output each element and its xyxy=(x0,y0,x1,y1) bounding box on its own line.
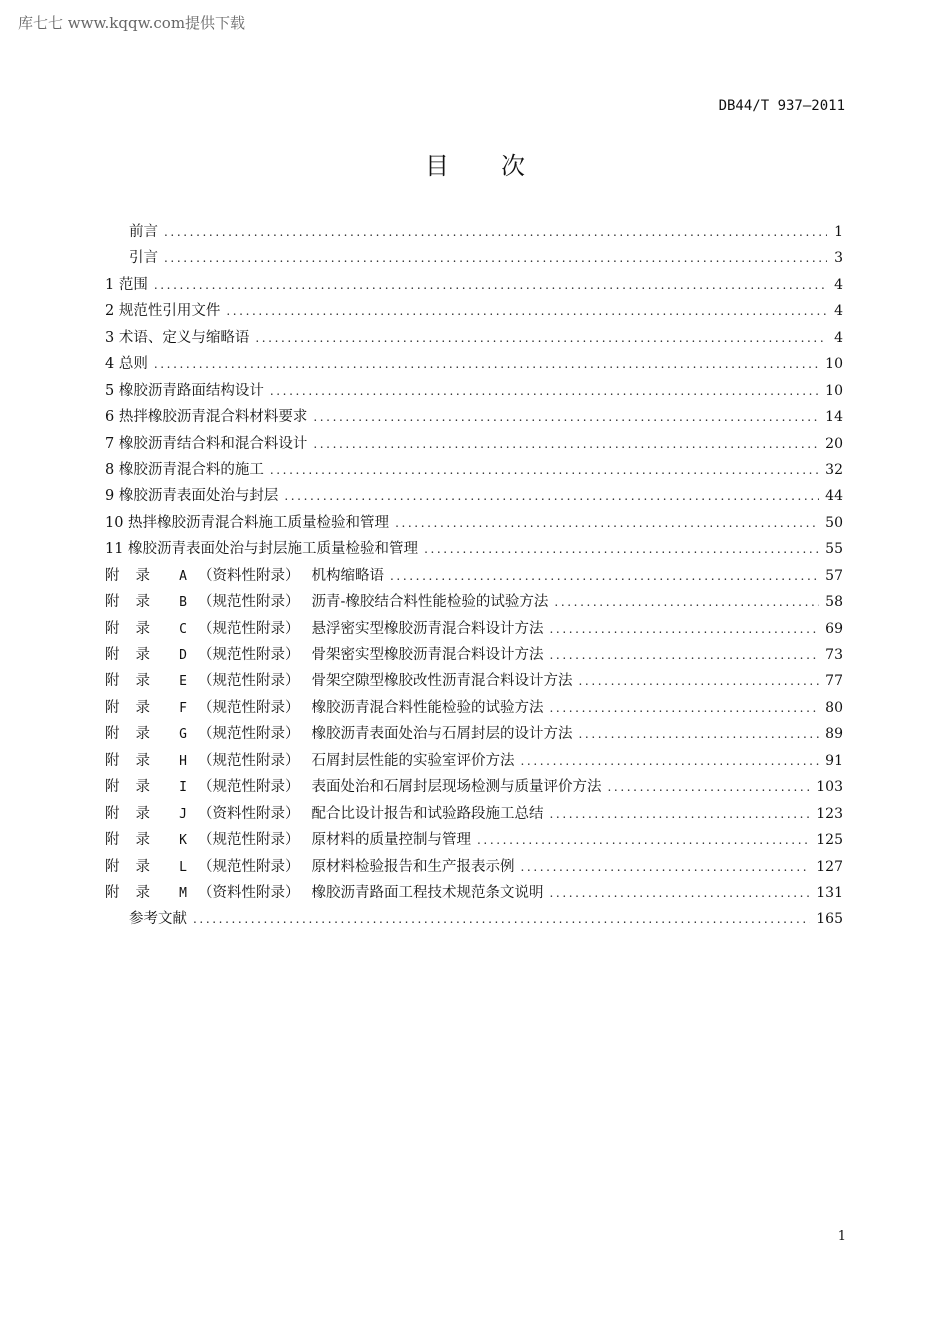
toc-item-label: 1 范围 xyxy=(105,276,148,293)
dot-leader xyxy=(284,489,819,503)
appendix-keyword: 附录 xyxy=(105,673,166,690)
toc-item[interactable] xyxy=(105,405,843,431)
toc-item-label: 6 热拌橡胶沥青混合料材料要求 xyxy=(105,409,308,426)
dot-leader xyxy=(154,278,827,292)
appendix-keyword: 附录 xyxy=(105,620,166,637)
toc-item-label xyxy=(105,696,544,717)
appendix-title: 石屑封层性能的实验室评价方法 xyxy=(311,752,515,769)
appendix-type: （规范性附录） xyxy=(198,858,300,875)
toc-item[interactable] xyxy=(105,220,843,246)
toc-item-page: 127 xyxy=(816,858,843,875)
appendix-keyword: 附录 xyxy=(105,594,166,611)
dot-leader xyxy=(164,251,827,265)
appendix-title: 机构缩略语 xyxy=(311,567,384,584)
appendix-letter: D xyxy=(179,648,187,663)
dot-leader xyxy=(550,807,811,821)
page-title: 目次 xyxy=(425,152,577,180)
appendix-type: （规范性附录） xyxy=(198,832,300,849)
toc-item-page: 4 xyxy=(834,329,843,346)
appendix-title: 骨架密实型橡胶沥青混合料设计方法 xyxy=(311,647,544,663)
dot-leader xyxy=(550,622,820,636)
dot-leader xyxy=(608,780,811,794)
toc-item-label: 7 橡胶沥青结合料和混合料设计 xyxy=(105,435,308,452)
appendix-letter: A xyxy=(179,568,187,584)
dot-leader xyxy=(154,357,819,371)
toc-item[interactable] xyxy=(105,246,843,272)
appendix-keyword: 附录 xyxy=(105,832,166,849)
toc-item-page: 10 xyxy=(825,382,843,399)
appendix-title: 原材料检验报告和生产报表示例 xyxy=(311,858,515,875)
toc-item-appendix[interactable] xyxy=(105,722,843,748)
toc-item-label: 3 术语、定义与缩略语 xyxy=(105,329,250,346)
dot-leader xyxy=(395,516,819,530)
appendix-keyword: 附录 xyxy=(105,884,166,901)
toc-item-page: 103 xyxy=(816,779,843,796)
toc-item-label: 11 橡胶沥青表面处治与封层施工质量检验和管理 xyxy=(105,541,419,558)
toc-item-label xyxy=(105,775,602,796)
appendix-letter: G xyxy=(179,727,187,743)
toc-item-label xyxy=(105,722,573,743)
toc-item[interactable] xyxy=(105,511,843,537)
toc-item[interactable] xyxy=(105,326,843,352)
appendix-letter: C xyxy=(179,621,187,637)
dot-leader xyxy=(313,437,819,451)
toc-item-label xyxy=(105,802,544,823)
appendix-keyword: 附录 xyxy=(105,752,166,769)
appendix-type: （规范性附录） xyxy=(198,647,300,663)
toc-item[interactable] xyxy=(105,432,843,458)
toc-item[interactable] xyxy=(105,299,843,325)
appendix-title: 橡胶沥青混合料性能检验的试验方法 xyxy=(311,699,544,716)
toc-item-label: 前言 xyxy=(129,224,158,240)
toc-item[interactable] xyxy=(105,484,843,510)
appendix-type: （资料性附录） xyxy=(198,884,300,901)
appendix-keyword: 附录 xyxy=(105,567,166,584)
table-of-contents xyxy=(105,220,843,934)
toc-item-label xyxy=(105,564,384,585)
toc-item-page: 131 xyxy=(816,884,843,901)
toc-item-label: 2 规范性引用文件 xyxy=(105,303,221,320)
appendix-type: （规范性附录） xyxy=(198,673,300,690)
toc-item-page: 165 xyxy=(816,911,843,928)
toc-item-page: 44 xyxy=(825,488,843,505)
appendix-letter: M xyxy=(179,885,187,901)
appendix-type: （规范性附录） xyxy=(198,752,300,769)
appendix-title: 原材料的质量控制与管理 xyxy=(311,832,471,849)
toc-item-appendix[interactable] xyxy=(105,617,843,643)
appendix-title: 表面处治和石屑封层现场检测与质量评价方法 xyxy=(311,779,602,796)
toc-item-page: 4 xyxy=(834,303,843,320)
toc-item-appendix[interactable] xyxy=(105,590,843,616)
dot-leader xyxy=(424,542,819,556)
toc-item-page: 32 xyxy=(825,461,843,478)
toc-item-label xyxy=(105,669,573,690)
appendix-type: （规范性附录） xyxy=(198,699,300,716)
appendix-type: （规范性附录） xyxy=(198,726,300,743)
watermark-text: 库七七 www.kqqw.com提供下载 xyxy=(18,14,246,32)
toc-item-label xyxy=(105,828,471,849)
appendix-letter: F xyxy=(179,700,187,716)
toc-item-appendix[interactable] xyxy=(105,828,843,854)
appendix-keyword: 附录 xyxy=(105,858,166,875)
dot-leader xyxy=(477,833,810,847)
toc-item-page: 4 xyxy=(834,276,843,293)
appendix-letter: B xyxy=(179,595,187,611)
toc-item-page: 91 xyxy=(825,752,843,769)
toc-item-page: 80 xyxy=(825,699,843,716)
dot-leader xyxy=(579,727,820,741)
appendix-letter: J xyxy=(179,806,187,822)
toc-item-label: 引言 xyxy=(129,250,158,267)
toc-item-label xyxy=(105,590,548,611)
appendix-keyword: 附录 xyxy=(105,779,166,796)
appendix-letter: H xyxy=(179,753,187,769)
dot-leader xyxy=(550,701,820,715)
toc-item-page: 123 xyxy=(816,805,843,822)
toc-item[interactable] xyxy=(105,537,843,563)
standard-code: DB44/T 937—2011 xyxy=(718,98,845,114)
toc-item-appendix[interactable] xyxy=(105,643,843,669)
toc-item-label: 参考文献 xyxy=(129,911,187,928)
toc-item[interactable] xyxy=(105,273,843,299)
appendix-type: （资料性附录） xyxy=(198,805,300,822)
dot-leader xyxy=(313,410,819,424)
appendix-letter: K xyxy=(179,833,187,849)
toc-item-appendix[interactable] xyxy=(105,696,843,722)
dot-leader xyxy=(550,886,811,900)
toc-item-page: 125 xyxy=(816,832,843,849)
appendix-type: （规范性附录） xyxy=(198,594,300,611)
appendix-keyword: 附录 xyxy=(105,726,166,743)
dot-leader xyxy=(521,860,811,874)
appendix-keyword: 附录 xyxy=(105,805,166,822)
toc-item-page: 58 xyxy=(825,594,843,611)
toc-item-label: 4 总则 xyxy=(105,356,148,373)
toc-item-label xyxy=(105,643,544,664)
dot-leader xyxy=(193,912,810,926)
dot-leader xyxy=(255,331,827,345)
appendix-type: （资料性附录） xyxy=(198,567,300,584)
dot-leader xyxy=(270,463,819,477)
toc-item-page: 89 xyxy=(825,726,843,743)
toc-item-appendix[interactable] xyxy=(105,669,843,695)
dot-leader xyxy=(164,225,827,239)
toc-item-label xyxy=(105,749,515,770)
appendix-type: （规范性附录） xyxy=(198,779,300,796)
dot-leader xyxy=(390,569,819,583)
toc-item[interactable] xyxy=(105,352,843,378)
appendix-keyword: 附录 xyxy=(105,699,166,716)
appendix-keyword: 附录 xyxy=(105,647,166,663)
dot-leader xyxy=(521,754,820,768)
toc-item-page: 10 xyxy=(825,356,843,373)
appendix-title: 骨架空隙型橡胶改性沥青混合料设计方法 xyxy=(311,673,573,690)
toc-item-label xyxy=(105,855,515,876)
toc-item-page: 50 xyxy=(825,514,843,531)
toc-item-label: 10 热拌橡胶沥青混合料施工质量检验和管理 xyxy=(105,514,390,531)
toc-item-page: 55 xyxy=(825,541,843,558)
toc-item[interactable] xyxy=(105,907,843,933)
toc-item-appendix[interactable] xyxy=(105,775,843,801)
appendix-title: 悬浮密实型橡胶沥青混合料设计方法 xyxy=(311,620,544,637)
dot-leader xyxy=(579,674,820,688)
toc-item-page: 1 xyxy=(834,224,843,240)
toc-item-appendix[interactable] xyxy=(105,749,843,775)
appendix-type: （规范性附录） xyxy=(198,620,300,637)
toc-item-label xyxy=(105,617,544,638)
toc-item-appendix[interactable] xyxy=(105,564,843,590)
toc-item[interactable] xyxy=(105,379,843,405)
toc-item-page: 77 xyxy=(825,673,843,690)
appendix-title: 橡胶沥青表面处治与石屑封层的设计方法 xyxy=(311,726,573,743)
toc-item-label: 9 橡胶沥青表面处治与封层 xyxy=(105,488,279,505)
appendix-letter: L xyxy=(179,859,187,875)
toc-item-page: 14 xyxy=(825,409,843,426)
toc-item-appendix[interactable] xyxy=(105,881,843,907)
appendix-title: 橡胶沥青路面工程技术规范条文说明 xyxy=(311,884,544,901)
dot-leader xyxy=(270,384,819,398)
page-number: 1 xyxy=(837,1229,846,1244)
appendix-title: 沥青-橡胶结合料性能检验的试验方法 xyxy=(311,594,549,611)
appendix-letter: E xyxy=(179,674,187,690)
appendix-title: 配合比设计报告和试验路段施工总结 xyxy=(311,805,544,822)
toc-item-page: 57 xyxy=(825,567,843,584)
toc-item-appendix[interactable] xyxy=(105,855,843,881)
toc-item[interactable] xyxy=(105,458,843,484)
toc-item-page: 20 xyxy=(825,435,843,452)
appendix-letter: I xyxy=(179,780,187,796)
dot-leader xyxy=(554,595,819,609)
toc-item-label: 8 橡胶沥青混合料的施工 xyxy=(105,461,264,478)
toc-item-page: 69 xyxy=(825,620,843,637)
dot-leader xyxy=(550,648,820,662)
toc-item-page: 3 xyxy=(834,250,843,267)
toc-item-label xyxy=(105,881,544,902)
toc-item-appendix[interactable] xyxy=(105,802,843,828)
toc-item-page: 73 xyxy=(825,647,843,663)
toc-item-label: 5 橡胶沥青路面结构设计 xyxy=(105,382,264,399)
dot-leader xyxy=(226,304,827,318)
